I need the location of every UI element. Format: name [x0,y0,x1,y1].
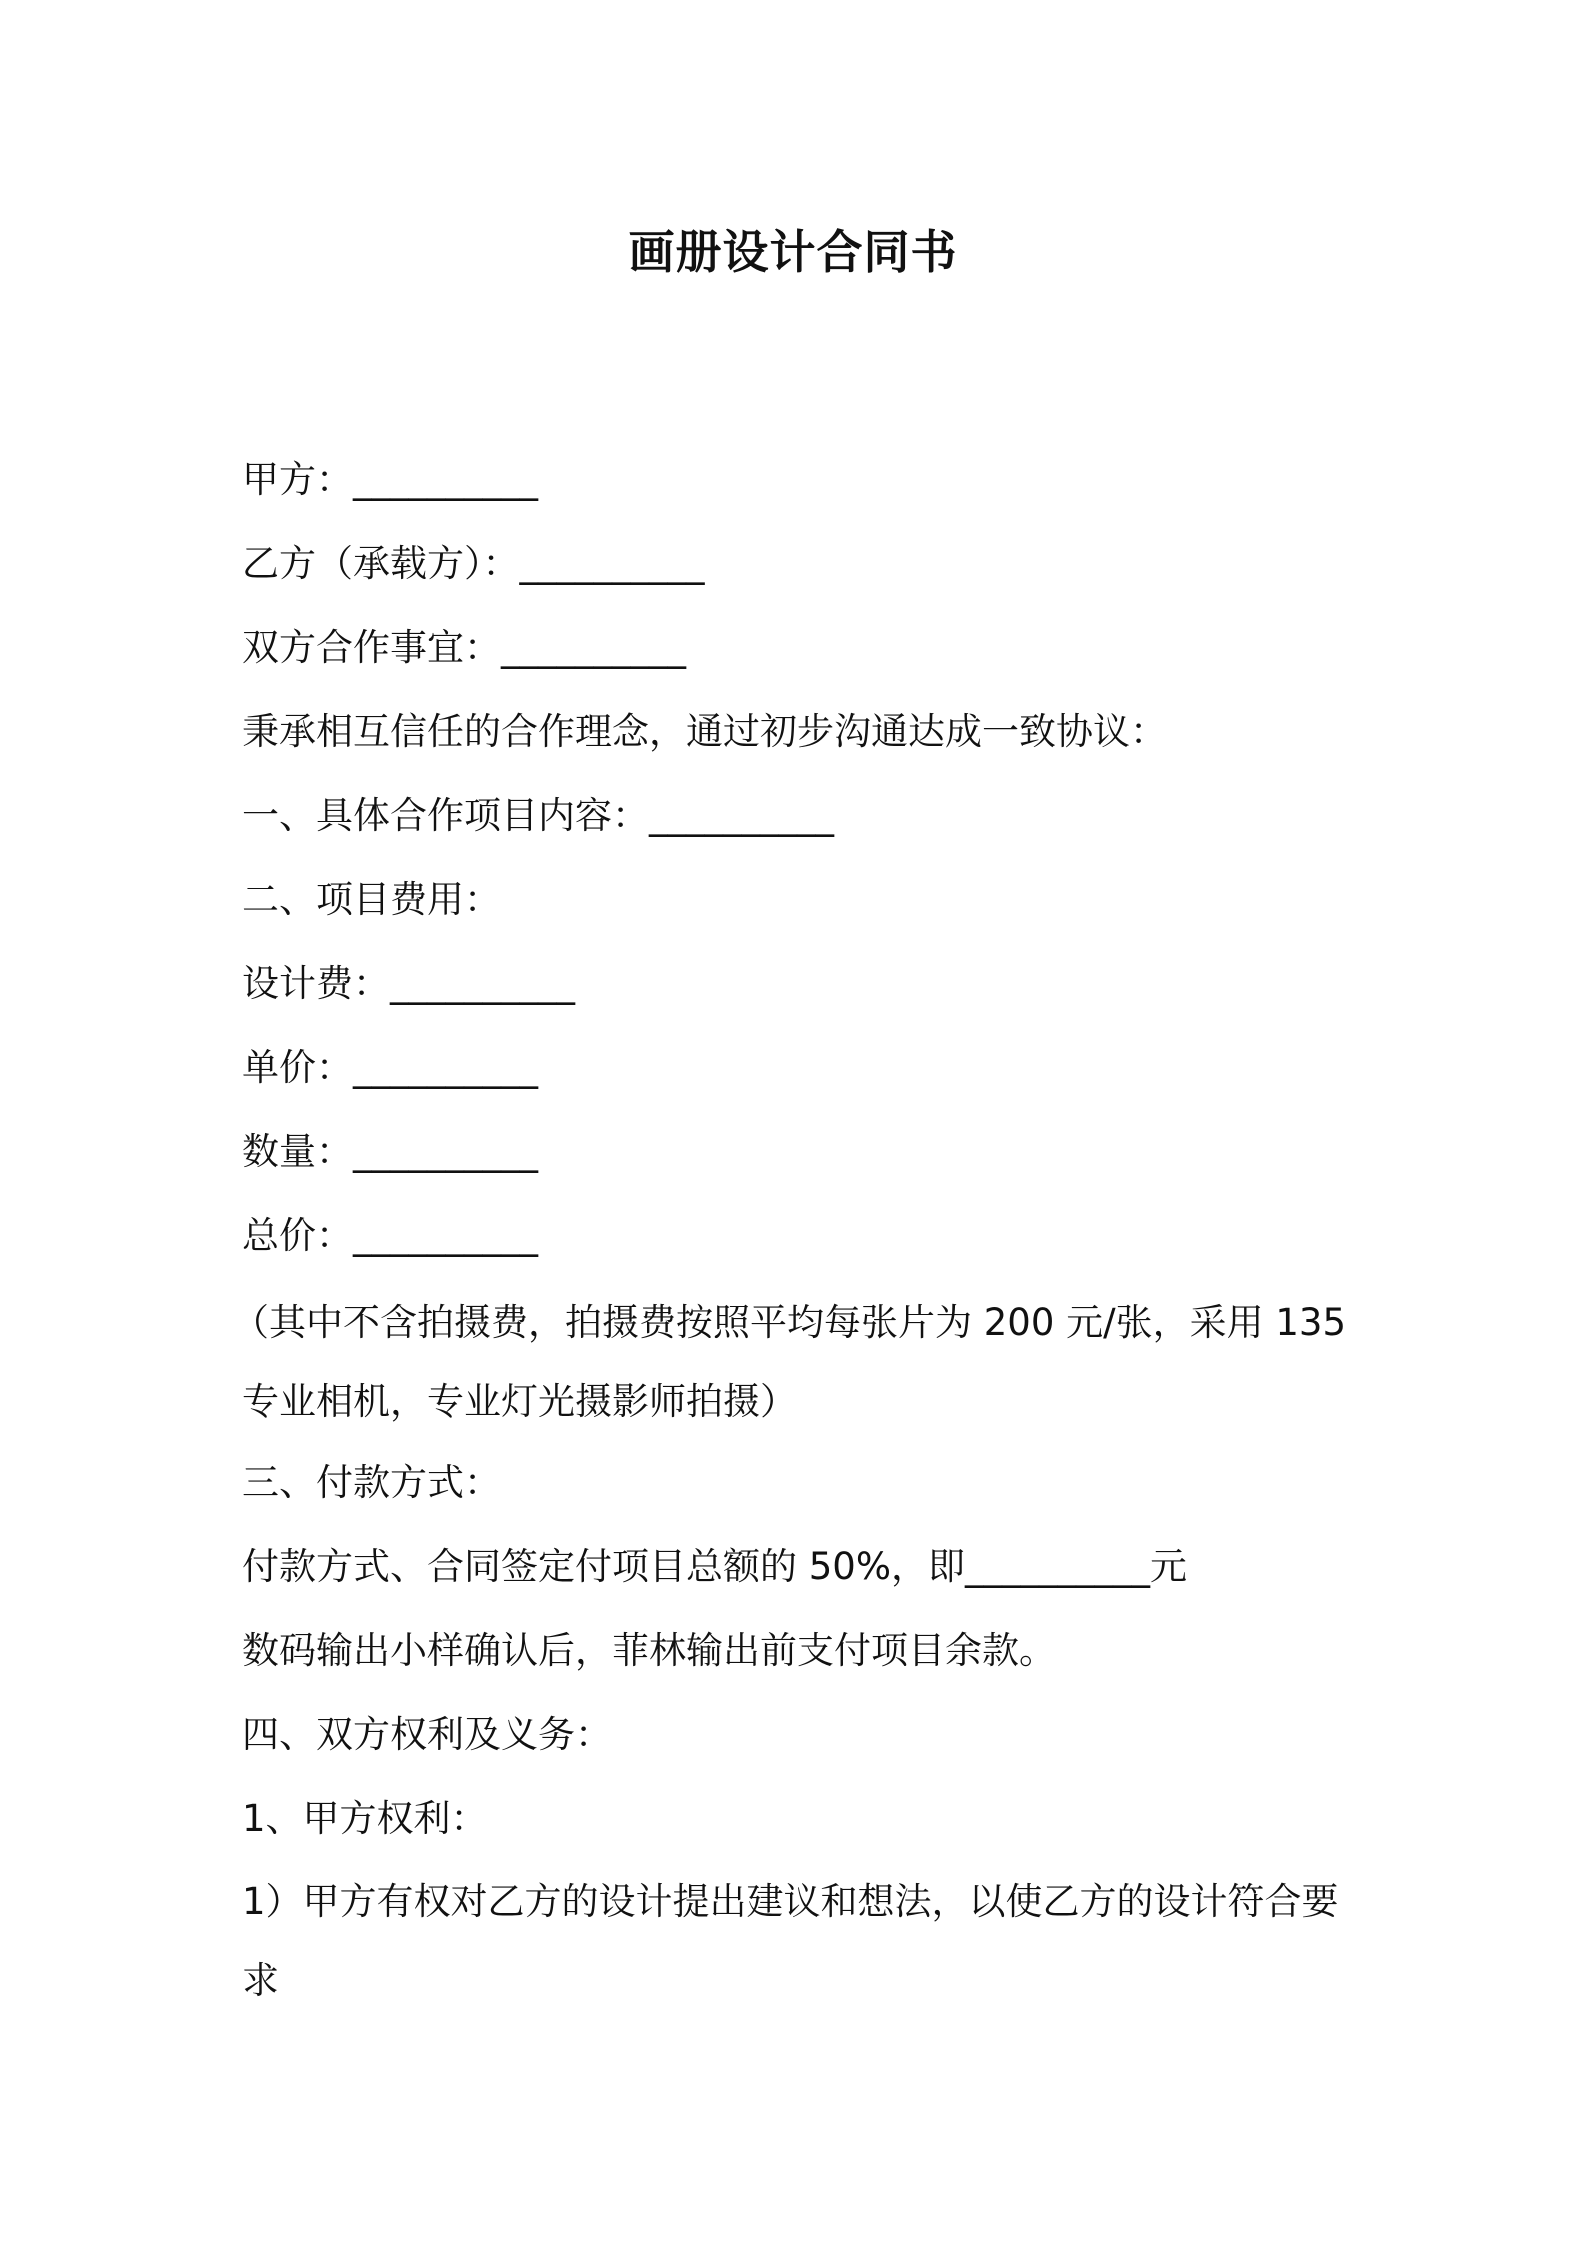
document-title: 画册设计合同书 [628,225,958,279]
party-a-rights-heading: 1、甲方权利： [242,1797,488,1840]
section-4-heading: 四、双方权利及义务： [242,1713,612,1756]
payment-terms-line: 付款方式、合同签定付项目总额的 50%，即__________元 [242,1545,1187,1588]
section-3-heading: 三、付款方式： [242,1461,501,1504]
party-a-line: 甲方：__________ [242,458,538,501]
section-2-heading: 二、项目费用： [242,878,501,921]
section-1-heading: 一、具体合作项目内容：__________ [242,794,834,837]
balance-payment-line: 数码输出小样确认后，菲林输出前支付项目余款。 [242,1629,1056,1672]
design-fee-line: 设计费：__________ [242,962,575,1005]
total-price-line: 总价：__________ [242,1214,538,1257]
unit-price-line: 单价：__________ [242,1046,538,1089]
quantity-line: 数量：__________ [242,1130,538,1173]
preamble-line: 秉承相互信任的合作理念，通过初步沟通达成一致协议： [242,710,1167,753]
photo-fee-note: （其中不含拍摄费，拍摄费按照平均每张片为 200 元/张，采用 135 专业相机，专业灯光摄影师拍摄） [232,1301,1346,1423]
matters-line: 双方合作事宜：__________ [242,626,686,669]
party-b-line: 乙方（承载方）：__________ [242,542,705,585]
party-a-right-1: 1）甲方有权对乙方的设计提出建议和想法，以使乙方的设计符合要求 [242,1880,1339,2002]
